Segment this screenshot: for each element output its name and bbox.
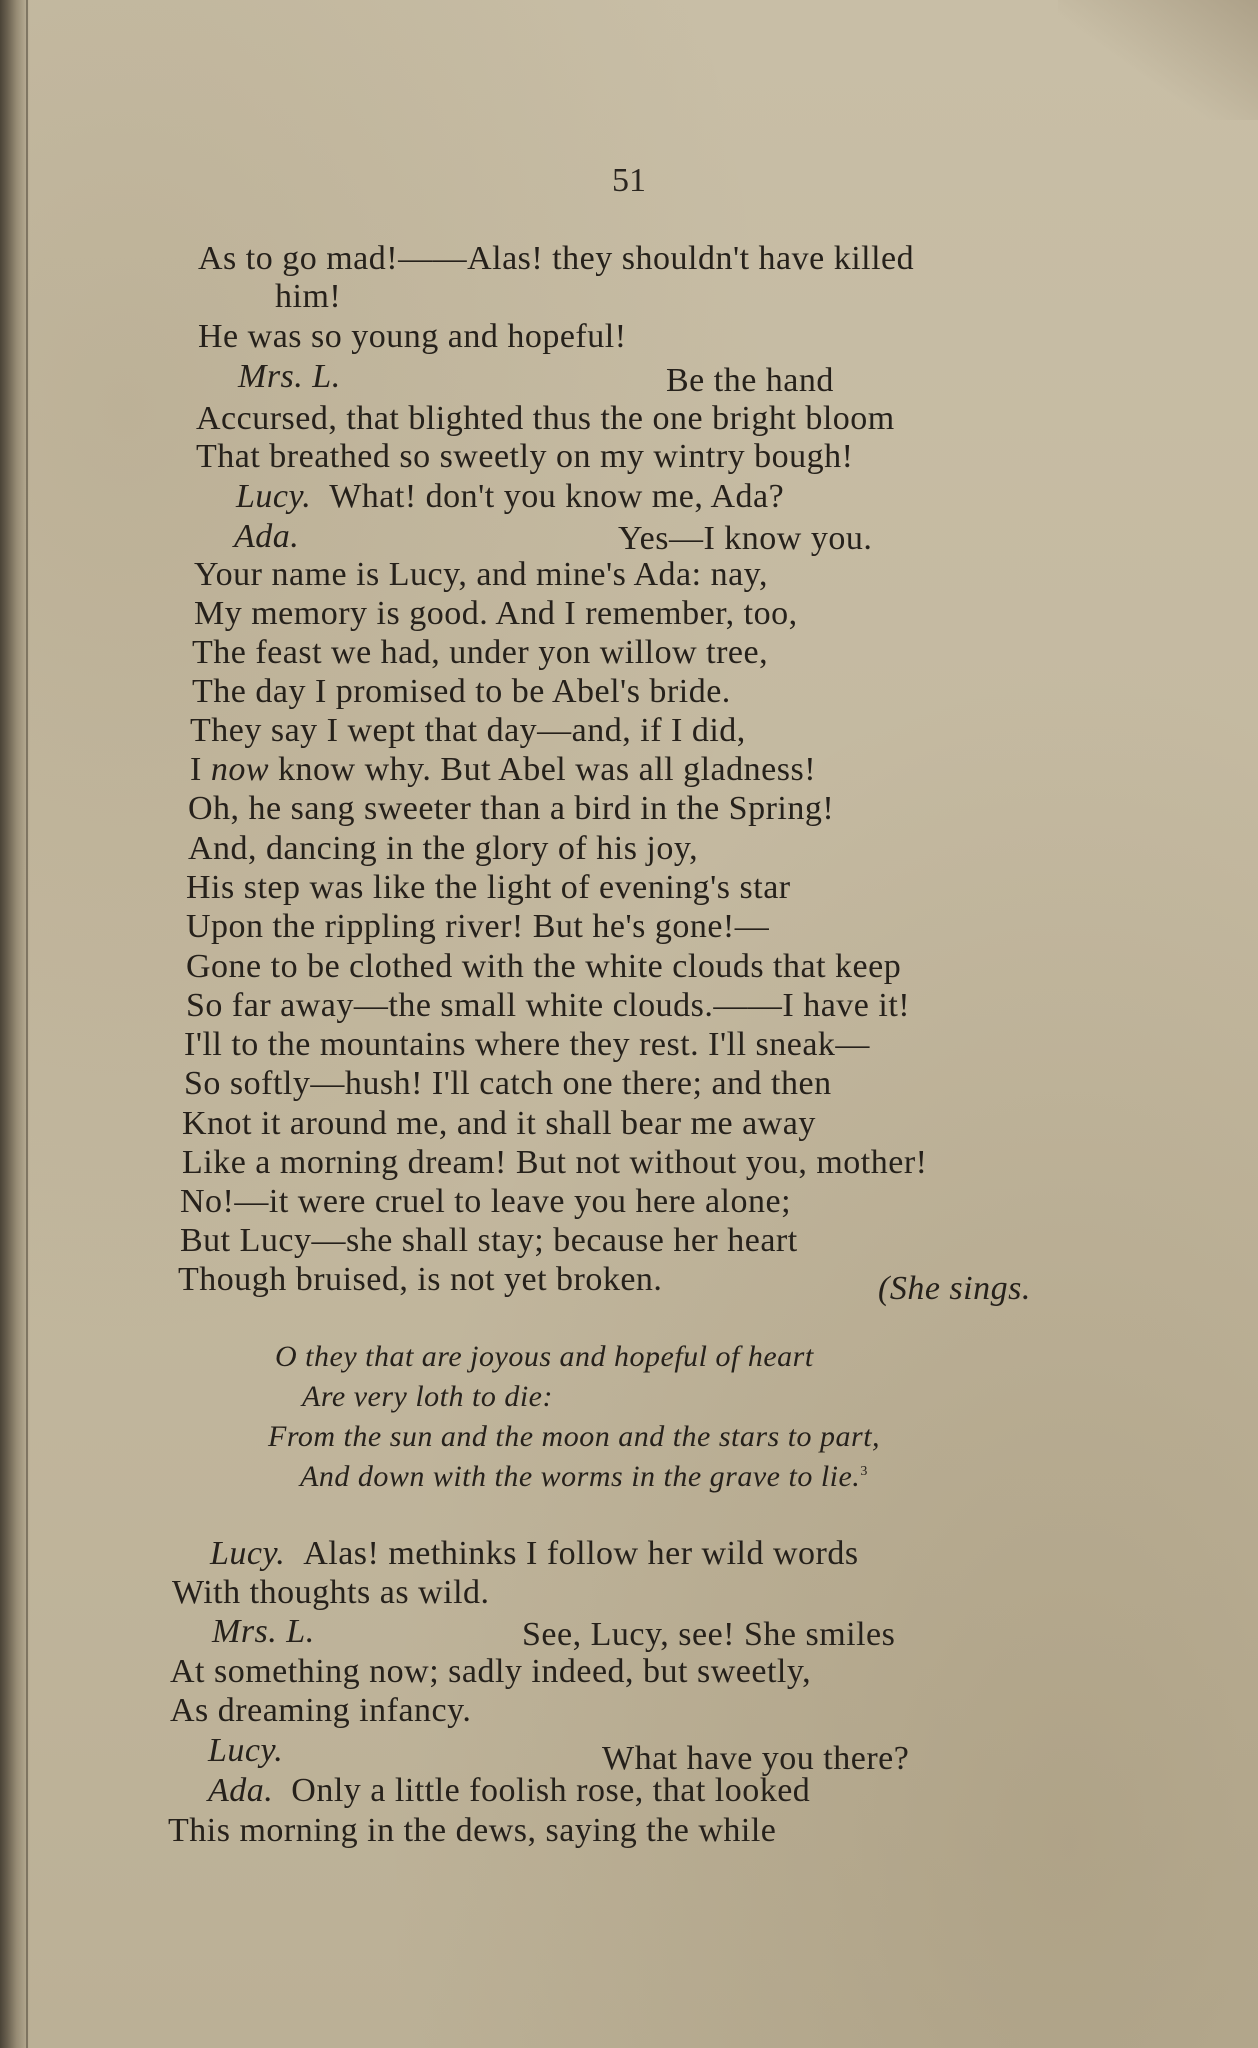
verse-line: I now know why. But Abel was all gladness! (190, 751, 817, 788)
speaker-name: Lucy. (208, 1732, 284, 1769)
verse-line (212, 1613, 315, 1651)
verse-line: So softly—hush! I'll catch one there; and then (184, 1065, 832, 1102)
verse-line: The feast we had, under yon willow tree, (192, 634, 769, 671)
verse-line: Lucy. What! don't you know me, Ada? (236, 478, 785, 515)
verse-line: At something now; sadly indeed, but sweetly, (170, 1653, 812, 1690)
speaker-name: Lucy. (236, 478, 312, 515)
verse-line: Be the hand (666, 362, 834, 399)
verse-line: They say I wept that day—and, if I did, (190, 712, 746, 749)
verse-line: As to go mad!——Alas! they shouldn't have killed (198, 240, 915, 277)
verse-line: His step was like the light of evening's star (186, 869, 791, 906)
verse-line: With thoughts as wild. (172, 1574, 490, 1611)
song-line: Are very loth to die: (302, 1380, 553, 1413)
page-number: 51 (612, 162, 646, 199)
speaker-name: Ada. (234, 518, 300, 555)
footnote-mark: 3 (860, 1464, 868, 1479)
verse-line: Knot it around me, and it shall bear me away (182, 1105, 816, 1142)
song-line: O they that are joyous and hopeful of heart (275, 1340, 814, 1373)
verse-line: See, Lucy, see! She smiles (522, 1616, 896, 1653)
verse-line (238, 358, 341, 396)
verse-line: The day I promised to be Abel's bride. (192, 673, 731, 710)
verse-line: Yes—I know you. (618, 520, 873, 557)
stage-direction: (She sings. (878, 1270, 1031, 1307)
verse-line: Like a morning dream! But not without you, mother! (182, 1144, 928, 1181)
verse-line: I'll to the mountains where they rest. I'll sneak— (184, 1026, 870, 1063)
verse-line: Gone to be clothed with the white clouds that keep (186, 948, 902, 985)
verse-line: This morning in the dews, saying the while (168, 1812, 777, 1849)
verse-line: him! (275, 278, 342, 315)
song-line: From the sun and the moon and the stars to part, (268, 1420, 881, 1453)
verse-line: What have you there? (602, 1740, 910, 1777)
verse-line: So far away—the small white clouds.——I have it! (186, 987, 911, 1024)
verse-line: My memory is good. And I remember, too, (194, 595, 798, 632)
verse-line: But Lucy—she shall stay; because her heart (180, 1222, 798, 1259)
verse-line: That breathed so sweetly on my wintry bough! (196, 438, 854, 475)
verse-line (234, 518, 299, 556)
speaker-name: Lucy. (210, 1535, 286, 1572)
verse-line: No!—it were cruel to leave you here alone; (180, 1183, 792, 1220)
verse-line: And, dancing in the glory of his joy, (188, 830, 699, 867)
verse-line: Your name is Lucy, and mine's Ada: nay, (194, 556, 768, 593)
verse-line: Accursed, that blighted thus the one bright bloom (196, 400, 895, 437)
speaker-name: Mrs. L. (238, 358, 341, 395)
verse-line: Oh, he sang sweeter than a bird in the Spring! (188, 790, 835, 827)
verse-line: Upon the rippling river! But he's gone!— (186, 908, 770, 945)
speaker-name: Ada. (208, 1772, 274, 1809)
verse-line: As dreaming infancy. (170, 1692, 472, 1729)
verse-line: Though bruised, is not yet broken. (178, 1261, 663, 1298)
speaker-name: Mrs. L. (212, 1613, 315, 1650)
verse-line: Lucy. Alas! methinks I follow her wild words (210, 1535, 859, 1572)
verse-line (208, 1732, 283, 1770)
verse-line: He was so young and hopeful! (198, 318, 627, 355)
song-line: And down with the worms in the grave to lie.$^3$ (300, 1460, 868, 1493)
verse-line: Ada. Only a little foolish rose, that looked (208, 1772, 811, 1809)
